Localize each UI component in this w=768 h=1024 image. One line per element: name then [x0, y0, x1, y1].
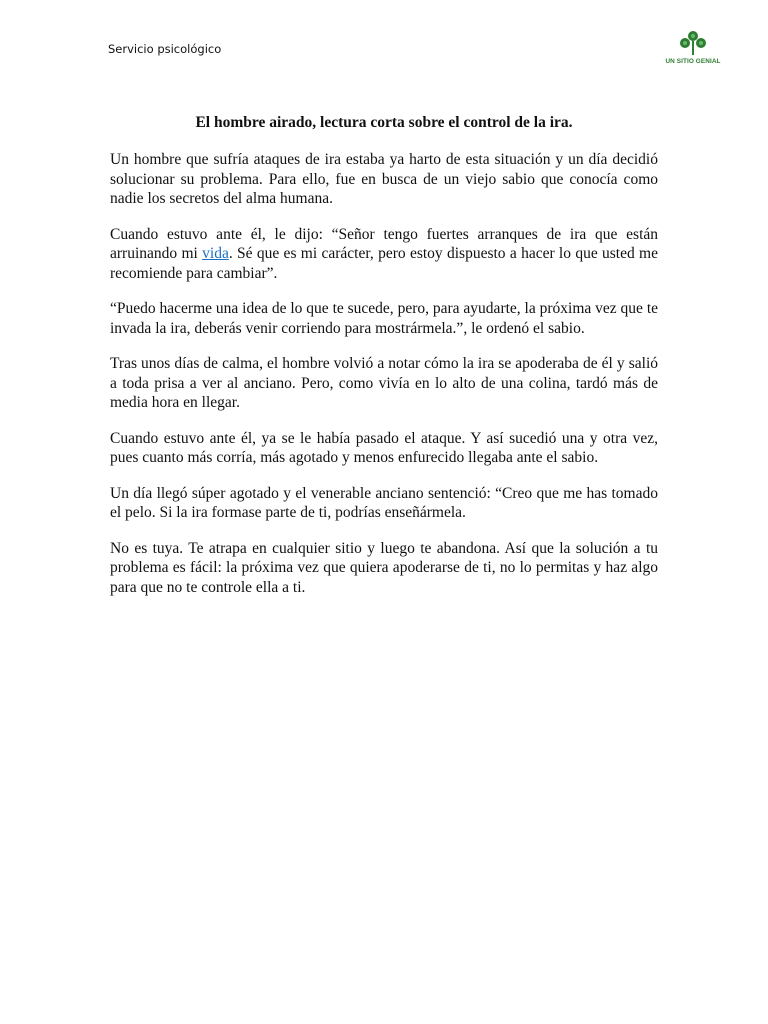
vida-link[interactable]: vida	[202, 245, 229, 262]
paragraph-1: Un hombre que sufría ataques de ira estaba ya harto de esta situación y un día decidió solucionar su problema. Para ello, fue en busca de un viejo sabio que conocía como nadie los secretos del alma humana.	[110, 151, 658, 207]
paragraph-2-text-before: Cuando estuvo ante él, le dijo: “Señor tengo fuertes arranques de ira que están arruinando mi	[110, 225, 658, 262]
paragraph-5: Cuando estuvo ante él, ya se le había pasado el ataque. Y así sucedió una y otra vez, pues cuanto más corría, más agotado y menos enfurecido llegaba ante el sabio.	[110, 429, 658, 466]
logo-text: UN SITIO GENIAL	[665, 58, 721, 65]
paragraph-2-text-after: . Sé que es mi carácter, pero estoy dispuesto a hacer lo que usted me recomiende para cambiar”.	[110, 245, 658, 282]
tree-logo-icon	[677, 30, 709, 56]
document-title: El hombre airado, lectura corta sobre el control de la ira.	[195, 114, 573, 131]
paragraph-4: Tras unos días de calma, el hombre volvió a notar cómo la ira se apoderaba de él y salió a toda prisa a ver al anciano. Pero, como vivía en lo alto de una colina, tardó más de media hora en llegar.	[110, 355, 658, 411]
document-body	[110, 150, 658, 613]
paragraph-2	[110, 225, 658, 284]
paragraph-7: No es tuya. Te atrapa en cualquier sitio y luego te abandona. Así que la solución a tu problema es fácil: la próxima vez que quiera apoderarse de ti, no lo permitas y haz algo para que no te controle ella a ti.	[110, 539, 658, 596]
site-logo[interactable]	[656, 30, 730, 72]
header-service-label: Servicio psicológico	[108, 42, 222, 56]
paragraph-6: Un día llegó súper agotado y el venerable anciano sentenció: “Creo que me has tomado el pelo. Si la ira formase parte de ti, podrías enseñármela.	[110, 484, 658, 521]
paragraph-3: “Puedo hacerme una idea de lo que te sucede, pero, para ayudarte, la próxima vez que te invada la ira, deberás venir corriendo para mostrármela.”, le ordenó el sabio.	[110, 300, 658, 337]
